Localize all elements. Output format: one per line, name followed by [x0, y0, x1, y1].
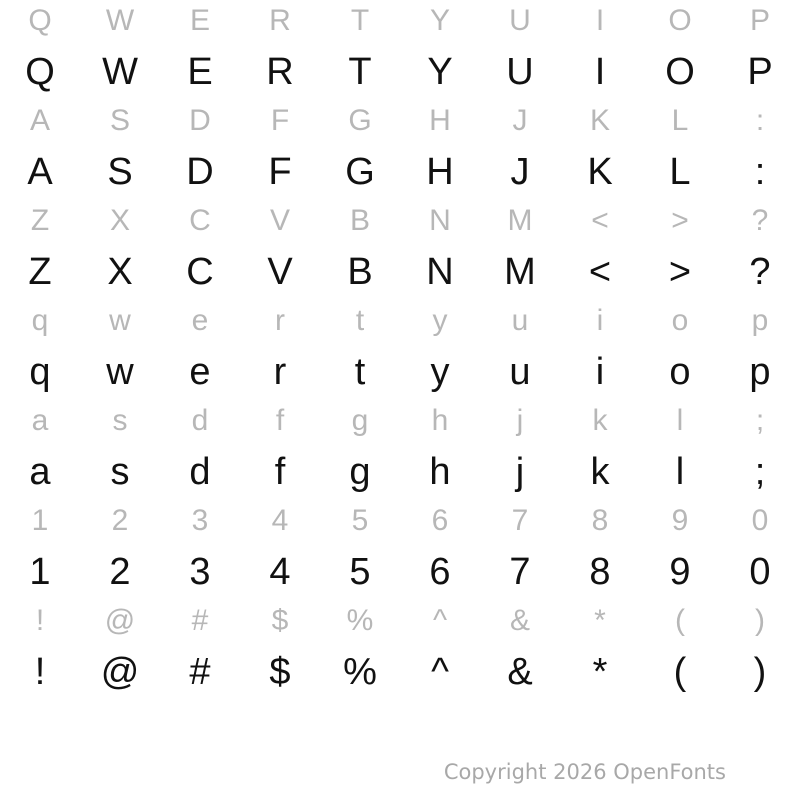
- specimen-char: ?: [751, 204, 769, 237]
- specimen-char: 9: [671, 504, 689, 537]
- specimen-char: #: [189, 651, 211, 693]
- specimen-char: ^: [432, 604, 448, 637]
- specimen-char: r: [275, 304, 285, 337]
- specimen-char: I: [595, 4, 605, 37]
- specimen-char: Q: [28, 4, 52, 37]
- specimen-char: J: [512, 104, 528, 137]
- specimen-char: e: [189, 351, 211, 393]
- specimen-char: A: [27, 151, 53, 193]
- specimen-char: ): [753, 651, 767, 693]
- specimen-char: f: [275, 404, 285, 437]
- footer-copyright: Copyright 2026 OpenFonts: [443, 760, 726, 784]
- specimen-char: :: [755, 104, 765, 137]
- specimen-char: G: [345, 151, 375, 193]
- specimen-char: @: [104, 604, 136, 637]
- ghost-lowercase-top-row: [0, 296, 800, 346]
- specimen-char: 8: [591, 504, 609, 537]
- specimen-char: ^: [431, 651, 449, 693]
- specimen-char: Z: [30, 204, 50, 237]
- specimen-char: ?: [749, 251, 771, 293]
- specimen-char: g: [351, 404, 369, 437]
- specimen-char: y: [430, 351, 450, 393]
- specimen-char: 4: [271, 504, 289, 537]
- specimen-char: 4: [269, 551, 291, 593]
- ink-digits-row: [0, 547, 800, 597]
- specimen-char: ): [755, 604, 765, 637]
- specimen-char: F: [268, 151, 292, 193]
- row-pair-digits-row: [0, 500, 800, 600]
- specimen-char: 3: [189, 551, 211, 593]
- ink-symbols-row: [0, 647, 800, 697]
- specimen-char: L: [671, 104, 689, 137]
- specimen-char: h: [429, 451, 451, 493]
- specimen-char: $: [271, 604, 289, 637]
- specimen-char: X: [107, 251, 133, 293]
- specimen-char: (: [673, 651, 687, 693]
- specimen-char: P: [747, 51, 773, 93]
- specimen-char: R: [266, 51, 294, 93]
- specimen-char: ;: [754, 451, 766, 493]
- specimen-char: E: [189, 4, 210, 37]
- specimen-char: 1: [31, 504, 49, 537]
- ghost-uppercase-home-row: [0, 96, 800, 146]
- specimen-char: F: [270, 104, 290, 137]
- specimen-char: U: [506, 51, 534, 93]
- specimen-char: Z: [28, 251, 52, 293]
- specimen-char: O: [665, 51, 695, 93]
- specimen-char: o: [669, 351, 691, 393]
- specimen-char: L: [669, 151, 691, 193]
- specimen-char: 5: [351, 504, 369, 537]
- specimen-char: q: [29, 351, 51, 393]
- specimen-char: h: [431, 404, 449, 437]
- specimen-char: >: [671, 204, 689, 237]
- specimen-char: @: [100, 651, 140, 693]
- specimen-char: C: [186, 251, 214, 293]
- ghost-symbols-row: [0, 596, 800, 646]
- specimen-char: r: [273, 351, 287, 393]
- specimen-char: #: [191, 604, 209, 637]
- specimen-char: l: [675, 451, 685, 493]
- row-pair-uppercase-bottom-row: [0, 200, 800, 300]
- specimen-char: 6: [431, 504, 449, 537]
- specimen-char: j: [516, 404, 524, 437]
- specimen-char: J: [510, 151, 530, 193]
- specimen-char: 3: [191, 504, 209, 537]
- specimen-char: Q: [25, 51, 55, 93]
- specimen-char: >: [668, 251, 692, 293]
- specimen-char: 2: [111, 504, 129, 537]
- specimen-char: s: [112, 404, 128, 437]
- specimen-char: U: [509, 4, 531, 37]
- specimen-char: H: [429, 104, 451, 137]
- specimen-char: g: [349, 451, 371, 493]
- specimen-char: Y: [427, 51, 453, 93]
- specimen-char: H: [426, 151, 454, 193]
- ghost-lowercase-home-row: [0, 396, 800, 446]
- specimen-char: f: [274, 451, 286, 493]
- specimen-char: p: [751, 304, 769, 337]
- specimen-char: q: [31, 304, 49, 337]
- specimen-char: y: [432, 304, 448, 337]
- specimen-char: N: [429, 204, 451, 237]
- specimen-char: 6: [429, 551, 451, 593]
- specimen-char: %: [343, 651, 377, 693]
- specimen-char: B: [349, 204, 370, 237]
- specimen-char: G: [348, 104, 372, 137]
- specimen-char: O: [668, 4, 692, 37]
- specimen-char: 7: [511, 504, 529, 537]
- specimen-char: (: [675, 604, 685, 637]
- specimen-char: K: [589, 104, 610, 137]
- specimen-char: 8: [589, 551, 611, 593]
- specimen-char: 9: [669, 551, 691, 593]
- ink-lowercase-home-row: [0, 447, 800, 497]
- specimen-char: V: [267, 251, 293, 293]
- row-pair-uppercase-home-row: [0, 100, 800, 200]
- specimen-char: D: [189, 104, 211, 137]
- specimen-char: X: [109, 204, 130, 237]
- row-pair-lowercase-top-row: [0, 300, 800, 400]
- row-pair-lowercase-home-row: [0, 400, 800, 500]
- specimen-char: d: [191, 404, 209, 437]
- specimen-char: &: [509, 604, 530, 637]
- specimen-char: 7: [509, 551, 531, 593]
- specimen-char: P: [749, 4, 770, 37]
- specimen-char: t: [354, 351, 366, 393]
- specimen-char: d: [189, 451, 211, 493]
- specimen-char: M: [507, 204, 533, 237]
- specimen-char: a: [29, 451, 51, 493]
- specimen-char: N: [426, 251, 454, 293]
- specimen-char: E: [187, 51, 213, 93]
- specimen-char: T: [350, 4, 370, 37]
- specimen-char: u: [509, 351, 531, 393]
- row-pair-uppercase-top-row: [0, 0, 800, 100]
- row-pair-symbols-row: [0, 600, 800, 700]
- specimen-char: V: [269, 204, 290, 237]
- specimen-char: R: [269, 4, 291, 37]
- specimen-char: %: [346, 604, 374, 637]
- specimen-char: W: [105, 4, 135, 37]
- specimen-char: *: [594, 604, 606, 637]
- ink-lowercase-top-row: [0, 347, 800, 397]
- specimen-char: K: [587, 151, 613, 193]
- ink-uppercase-bottom-row: [0, 247, 800, 297]
- specimen-char: o: [671, 304, 689, 337]
- specimen-char: !: [34, 651, 46, 693]
- specimen-char: 5: [349, 551, 371, 593]
- specimen-char: 1: [29, 551, 51, 593]
- specimen-char: 0: [751, 504, 769, 537]
- specimen-char: B: [347, 251, 373, 293]
- specimen-char: $: [269, 651, 291, 693]
- specimen-char: a: [31, 404, 49, 437]
- specimen-char: l: [676, 404, 684, 437]
- specimen-char: t: [355, 304, 365, 337]
- specimen-char: w: [109, 304, 131, 337]
- specimen-char: :: [754, 151, 766, 193]
- specimen-char: S: [107, 151, 133, 193]
- specimen-char: 2: [109, 551, 131, 593]
- specimen-char: p: [749, 351, 771, 393]
- specimen-char: T: [348, 51, 372, 93]
- specimen-char: k: [590, 451, 610, 493]
- specimen-char: I: [594, 51, 606, 93]
- specimen-char: D: [186, 151, 214, 193]
- ghost-uppercase-top-row: [0, 0, 800, 46]
- specimen-char: u: [511, 304, 529, 337]
- specimen-char: *: [592, 651, 608, 693]
- specimen-char: C: [189, 204, 211, 237]
- specimen-char: Y: [429, 4, 450, 37]
- specimen-char: j: [515, 451, 525, 493]
- specimen-char: S: [109, 104, 130, 137]
- specimen-char: 0: [749, 551, 771, 593]
- specimen-char: &: [507, 651, 533, 693]
- specimen-char: M: [504, 251, 536, 293]
- specimen-char: i: [595, 351, 605, 393]
- ink-uppercase-home-row: [0, 147, 800, 197]
- specimen-char: !: [35, 604, 45, 637]
- specimen-char: w: [106, 351, 134, 393]
- ghost-uppercase-bottom-row: [0, 196, 800, 246]
- specimen-char: ;: [755, 404, 765, 437]
- specimen-char: i: [596, 304, 604, 337]
- specimen-char: k: [592, 404, 608, 437]
- specimen-char: e: [191, 304, 209, 337]
- specimen-char: A: [29, 104, 50, 137]
- specimen-char: <: [591, 204, 609, 237]
- specimen-char: s: [110, 451, 130, 493]
- specimen-char: <: [588, 251, 612, 293]
- ink-uppercase-top-row: [0, 47, 800, 97]
- ghost-digits-row: [0, 496, 800, 546]
- specimen-char: W: [102, 51, 138, 93]
